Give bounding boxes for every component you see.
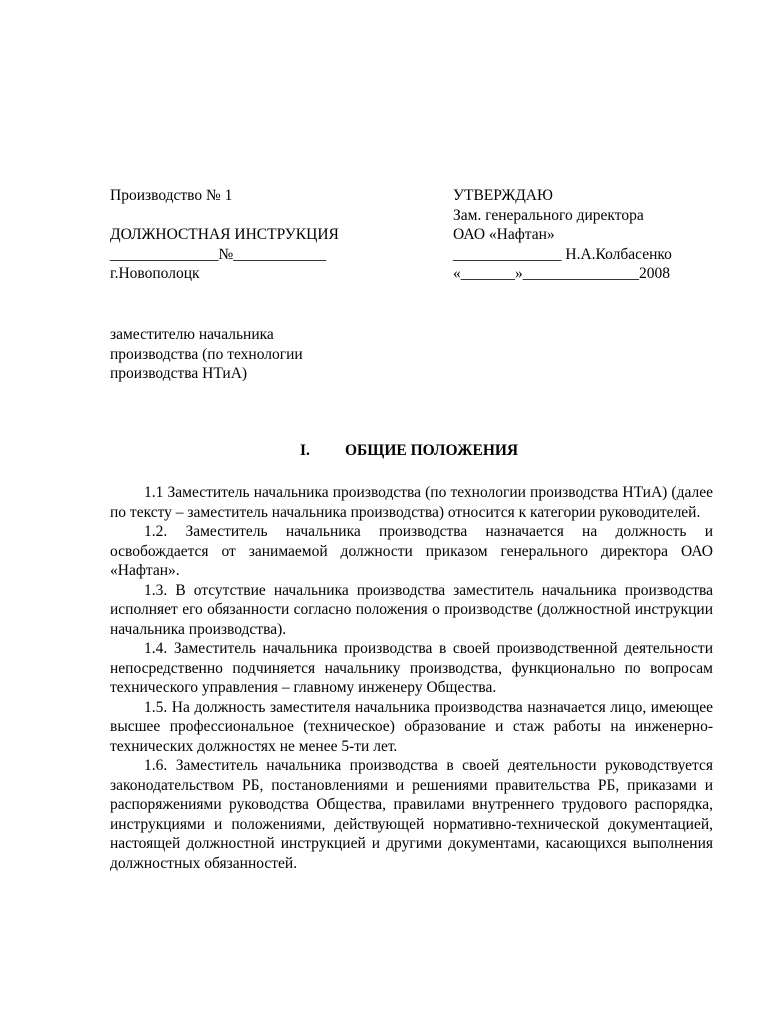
paragraph-1-6: 1.6. Заместитель начальника производства в своей деятельности руководствуется законодательством РБ, постановлениями и решениями правительства РБ, приказами и распоряжениями руководства Общества, правилами внутреннего трудового распорядка, инструкциями и положениями, действующей нормативно-технической документацией, настоящей должностной инструкцией и другими документами, касающихся выполнения должностных обязанностей. <box>110 757 713 872</box>
document-type-title: ДОЛЖНОСТНАЯ ИНСТРУКЦИЯ <box>110 226 339 243</box>
document-number-line: ______________№____________ <box>110 245 327 263</box>
addressee-block <box>110 325 390 384</box>
spacer <box>110 206 410 226</box>
signature-line: ______________ Н.А.Колбасенко <box>453 245 672 263</box>
company-name: ОАО «Нафтан» <box>453 226 555 243</box>
section-body <box>110 483 713 873</box>
approval-date-line: «_______»_______________2008 <box>453 265 670 282</box>
approval-block <box>453 186 733 284</box>
approver-position: Зам. генерального директора <box>453 206 644 224</box>
section-number: I. <box>300 442 310 459</box>
paragraph-1-2: 1.2. Заместитель начальника производства назначается на должность и освобождается от занимаемой должности приказом генерального директора ОАО «Нафтан». <box>110 523 713 579</box>
paragraph-1-4: 1.4. Заместитель начальника производства в своей производственной деятельности непосредственно подчиняется начальнику производства, функционально по вопросам технического управления – главному инженеру Общества. <box>110 640 713 696</box>
addressee-line-3: производства НТиА) <box>110 365 248 382</box>
addressee-line-2: производства (по технологии <box>110 345 303 363</box>
paragraph-1-3: 1.3. В отсутствие начальника производства заместитель начальника производства исполняет его обязанности согласно положения о производстве (должностной инструкции начальника производства). <box>110 581 713 638</box>
paragraph-1-1: 1.1 Заместитель начальника производства (по технологии производства НТиА) (далее по тексту – заместитель начальника производства) относится к категории руководителей. <box>110 484 713 521</box>
left-header-block <box>110 186 410 284</box>
approve-label: УТВЕРЖДАЮ <box>453 187 553 204</box>
addressee-line-1: заместителю начальника <box>110 326 274 343</box>
paragraph-1-5: 1.5. На должность заместителя начальника производства назначается лицо, имеющее высшее профессиональное (техническое) образование и стаж работы на инженерно-технических должностях не менее 5-ти лет. <box>110 698 713 755</box>
section-title: ОБЩИЕ ПОЛОЖЕНИЯ <box>345 442 519 459</box>
production-label: Производство № 1 <box>110 187 233 204</box>
city-label: г.Новополоцк <box>110 265 200 282</box>
